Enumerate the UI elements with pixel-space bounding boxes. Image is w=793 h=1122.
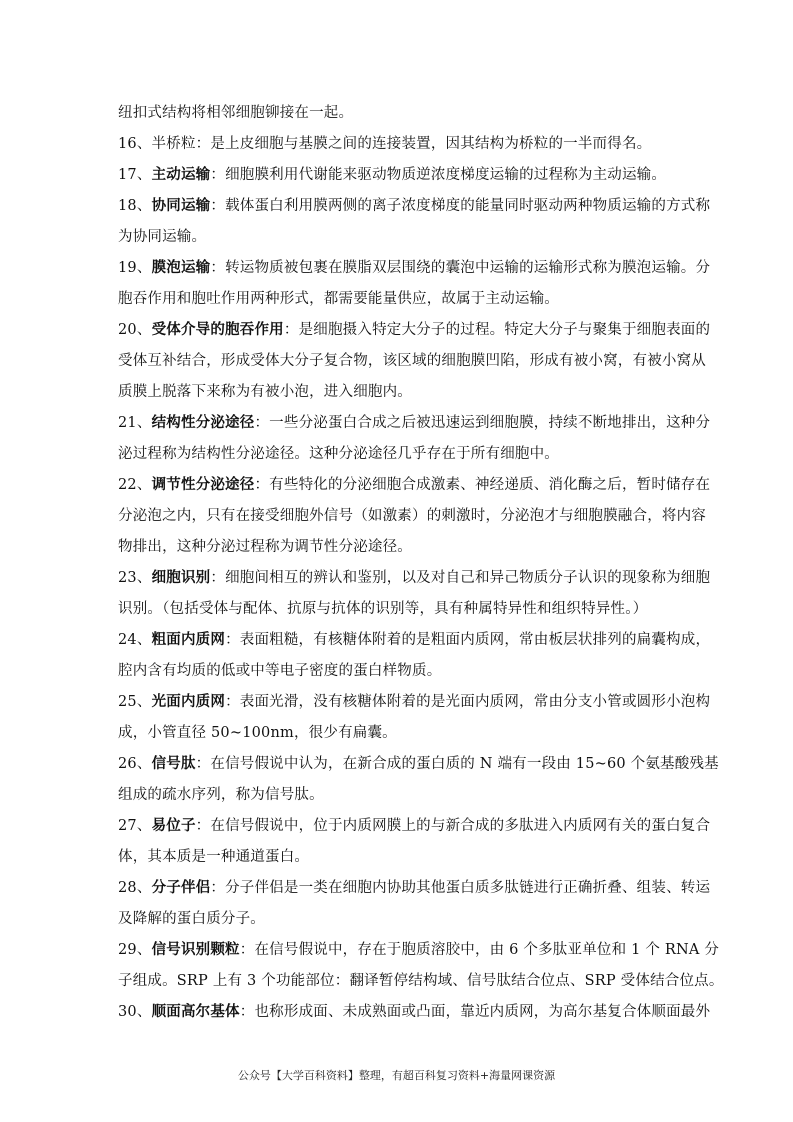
text-line [118, 284, 678, 315]
line-text: ：表面粗糙，有核糖体附着的是粗面内质网，常由板层状排列的扁囊构成， [225, 632, 711, 648]
text-line [118, 749, 719, 780]
document-body [118, 98, 724, 1028]
line-text: ：一些分泌蛋白合成之后被迅速运到细胞膜，持续不断地排出，这种分 [254, 415, 711, 431]
line-text: 为协同运输。 [118, 229, 207, 245]
text-line [118, 842, 678, 873]
text-line [118, 811, 711, 842]
term-heading: 信号肽 [151, 756, 196, 772]
item-number: 26、 [118, 756, 152, 772]
line-text: 胞吞作用和胞吐作用两种形式，都需要能量供应，故属于主动运输。 [118, 291, 559, 307]
item-number: 28、 [118, 880, 152, 896]
term-heading: 主动运输 [151, 167, 211, 183]
text-line [118, 222, 678, 253]
term-heading: 粗面内质网 [151, 632, 226, 648]
line-text: 物排出，这种分泌过程称为调节性分泌途径。 [118, 539, 412, 555]
text-line [118, 439, 678, 470]
item-number: 17、 [118, 167, 152, 183]
item-number: 27、 [118, 818, 152, 834]
text-line [118, 501, 706, 532]
term-heading: 调节性分泌途径 [151, 477, 255, 493]
item-number: 19、 [118, 260, 152, 276]
line-text: 质膜上脱落下来称为有被小泡，进入细胞内。 [118, 384, 412, 400]
item-number: 30、 [118, 1004, 152, 1020]
item-number: 25、 [118, 694, 152, 710]
item-number: 23、 [118, 570, 152, 586]
line-text: 体，其本质是一种通道蛋白。 [118, 849, 310, 865]
line-text: ：表面光滑，没有核糖体附着的是光面内质网，常由分支小管或圆形小泡构 [225, 694, 711, 710]
text-line [118, 315, 711, 346]
line-text: ：细胞膜利用代谢能来驱动物质逆浓度梯度运输的过程称为主动运输。 [210, 167, 667, 183]
line-text: 识别。（包括受体与配体、抗原与抗体的识别等，具有种属特异性和组织特异性。） [118, 601, 648, 617]
line-text: 组成的疏水序列，称为信号肽。 [118, 787, 324, 803]
item-number: 22、 [118, 477, 152, 493]
term-heading: 分子伴侣 [151, 880, 211, 896]
term-heading: 结构性分泌途径 [151, 415, 255, 431]
line-text: 腔内含有均质的低或中等电子密度的蛋白样物质。 [118, 663, 442, 679]
item-number: 29、 [118, 942, 152, 958]
line-text: ：有些特化的分泌细胞合成激素、神经递质、消化酶之后，暂时储存在 [254, 477, 711, 493]
line-text: 子组成。SRP 上有 3 个功能部位：翻译暂停结构域、信号肽结合位点、SRP 受体结合位点。 [118, 973, 724, 989]
line-text: ：在信号假说中认为，在新合成的蛋白质的 N 端有一段由 15~60 个氨基酸残基 [195, 756, 719, 772]
item-number: 20、 [118, 322, 152, 338]
line-text: 纽扣式结构将相邻细胞铆接在一起。 [118, 105, 354, 121]
text-line [118, 966, 724, 997]
term-heading: 受体介导的胞吞作用 [151, 322, 284, 338]
line-text: 及降解的蛋白质分子。 [118, 911, 265, 927]
text-line [118, 160, 678, 191]
line-text: ：载体蛋白利用膜两侧的离子浓度梯度的能量同时驱动两种物质运输的方式称 [210, 198, 711, 214]
item-number: 24、 [118, 632, 152, 648]
term-heading: 光面内质网 [151, 694, 226, 710]
line-text: ：分子伴侣是一类在细胞内协助其他蛋白质多肽链进行正确折叠、组装、转运 [210, 880, 711, 896]
page-footer: 公众号【大学百科资料】整理，有超百科复习资料+海量网课资源 [237, 1069, 556, 1082]
line-text: ：在信号假说中，位于内质网膜上的与新合成的多肽进入内质网有关的蛋白复合 [195, 818, 711, 834]
term-heading: 协同运输 [151, 198, 211, 214]
text-line [118, 253, 711, 284]
text-line [118, 563, 711, 594]
line-text: 16、半桥粒：是上皮细胞与基膜之间的连接装置，因其结构为桥粒的一半而得名。 [118, 136, 652, 152]
line-text: ：细胞间相互的辨认和鉴别，以及对自己和异己物质分子认识的现象称为细胞 [210, 570, 711, 586]
term-heading: 信号识别颗粒 [151, 942, 240, 958]
text-line [118, 129, 678, 160]
term-heading: 细胞识别 [151, 570, 211, 586]
text-line [118, 997, 711, 1028]
text-line [118, 687, 711, 718]
line-text: ：在信号假说中，存在于胞质溶胶中，由 6 个多肽亚单位和 1 个 RNA 分 [239, 942, 720, 958]
text-line [118, 904, 678, 935]
text-line [118, 98, 678, 129]
text-line [118, 656, 678, 687]
line-text: 泌过程称为结构性分泌途径。这种分泌途径几乎存在于所有细胞中。 [118, 446, 559, 462]
text-line [118, 780, 678, 811]
text-line [118, 935, 720, 966]
text-line [118, 625, 711, 656]
text-line [118, 346, 706, 377]
text-line [118, 470, 711, 501]
line-text: 受体互补结合，形成受体大分子复合物，该区域的细胞膜凹陷，形成有被小窝，有被小窝从 [118, 353, 706, 369]
text-line [118, 594, 678, 625]
text-line [118, 408, 711, 439]
text-line [118, 191, 711, 222]
line-text: 分泌泡之内，只有在接受细胞外信号（如激素）的刺激时，分泌泡才与细胞膜融合，将内容 [118, 508, 706, 524]
text-line [118, 718, 678, 749]
text-line [118, 532, 678, 563]
line-text: ：是细胞摄入特定大分子的过程。特定大分子与聚集于细胞表面的 [283, 322, 711, 338]
text-line [118, 873, 711, 904]
term-heading: 易位子 [151, 818, 196, 834]
text-line [118, 377, 678, 408]
item-number: 21、 [118, 415, 152, 431]
item-number: 18、 [118, 198, 152, 214]
term-heading: 膜泡运输 [151, 260, 211, 276]
term-heading: 顺面高尔基体 [151, 1004, 240, 1020]
line-text: 成，小管直径 50~100nm，很少有扁囊。 [118, 725, 397, 741]
line-text: ：也称形成面、未成熟面或凸面，靠近内质网，为高尔基复合体顺面最外 [239, 1004, 711, 1020]
line-text: ：转运物质被包裹在膜脂双层围绕的囊泡中运输的运输形式称为膜泡运输。分 [210, 260, 711, 276]
